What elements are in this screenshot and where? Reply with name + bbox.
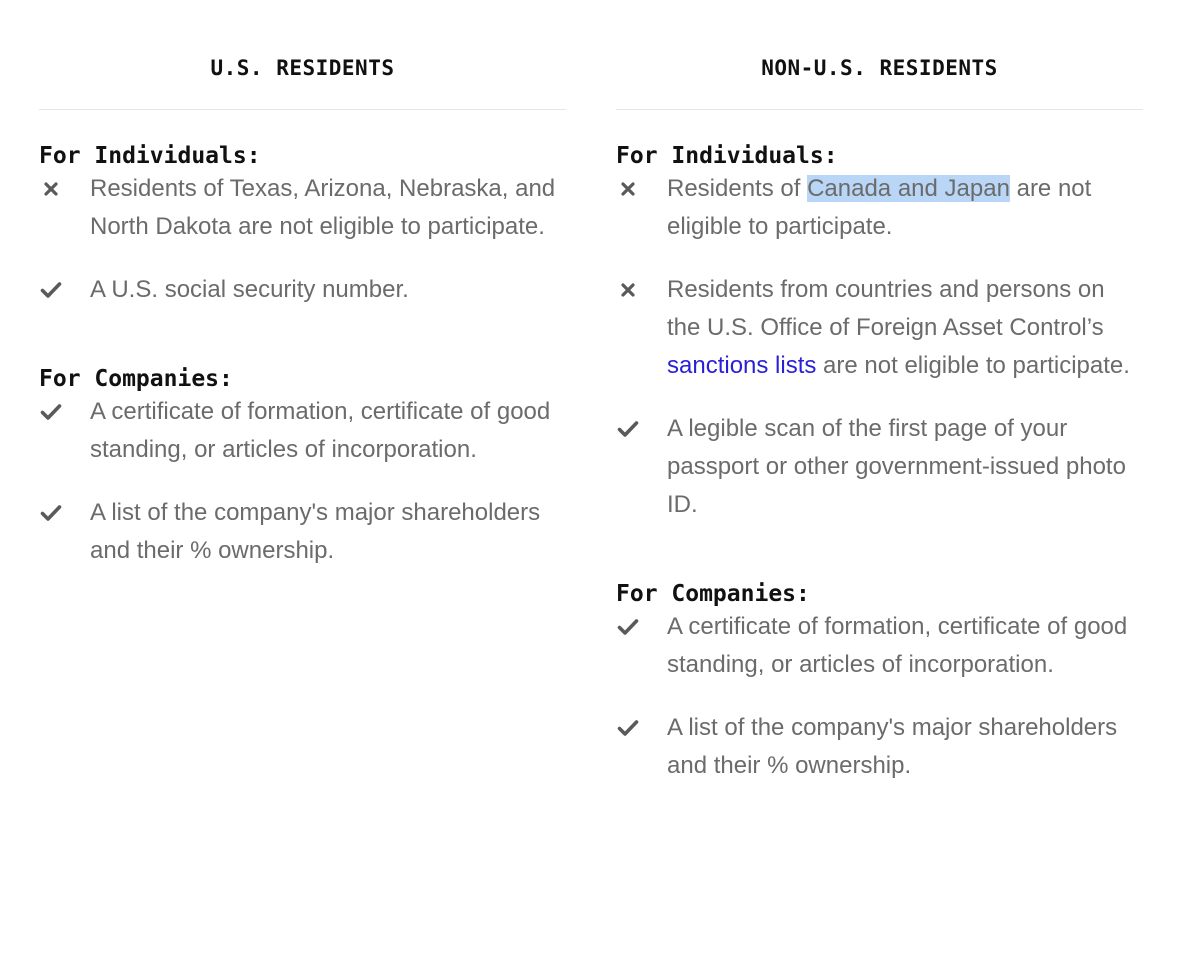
us-residents-column — [39, 0, 566, 570]
cross-icon — [616, 170, 640, 208]
us-residents-heading: U.S. RESIDENTS — [39, 0, 566, 110]
item-text-part: are not eligible to participate. — [667, 175, 1092, 240]
list-item — [39, 393, 566, 469]
item-text — [667, 276, 1130, 379]
sanctions-lists-link[interactable]: sanctions lists — [667, 352, 817, 379]
item-text: A legible scan of the first page of your passport or other government-issued photo ID. — [667, 415, 1126, 518]
us-companies-title: For Companies: — [39, 366, 233, 392]
list-item — [616, 608, 1143, 684]
us-individuals-list — [39, 170, 566, 309]
non-us-individuals-title: For Individuals: — [616, 143, 838, 169]
non-us-residents-column — [616, 0, 1143, 785]
cross-icon — [39, 170, 63, 208]
list-item — [616, 271, 1143, 385]
check-icon — [616, 410, 640, 448]
list-item — [39, 170, 566, 246]
item-text: A list of the company's major shareholders and their % ownership. — [90, 499, 541, 564]
non-us-companies-title: For Companies: — [616, 581, 810, 607]
us-companies-list — [39, 393, 566, 570]
check-icon — [39, 393, 63, 431]
non-us-companies-list — [616, 608, 1143, 785]
item-text-part: Residents from countries and persons on the U.S. Office of Foreign Asset Control’s — [667, 276, 1105, 341]
item-text: A U.S. social security number. — [90, 276, 409, 303]
non-us-residents-heading: NON-U.S. RESIDENTS — [616, 0, 1143, 110]
item-text: A list of the company's major shareholders and their % ownership. — [667, 714, 1118, 779]
non-us-individuals-list — [616, 170, 1143, 524]
item-text-part: Residents of — [667, 175, 808, 202]
list-item — [39, 494, 566, 570]
check-icon — [616, 608, 640, 646]
check-icon — [39, 271, 63, 309]
item-text: Residents of Texas, Arizona, Nebraska, and North Dakota are not eligible to participate. — [90, 175, 556, 240]
item-text: A certificate of formation, certificate of good standing, or articles of incorporation. — [667, 613, 1128, 678]
item-text: A certificate of formation, certificate of good standing, or articles of incorporation. — [90, 398, 551, 463]
check-icon — [39, 494, 63, 532]
item-text — [667, 175, 1091, 240]
check-icon — [616, 709, 640, 747]
list-item — [39, 271, 566, 309]
item-text-part: are not eligible to participate. — [816, 352, 1130, 379]
list-item — [616, 410, 1143, 524]
list-item — [616, 170, 1143, 246]
us-individuals-title: For Individuals: — [39, 143, 261, 169]
cross-icon — [616, 271, 640, 309]
list-item — [616, 709, 1143, 785]
highlighted-text[interactable]: Canada and Japan — [807, 175, 1010, 202]
